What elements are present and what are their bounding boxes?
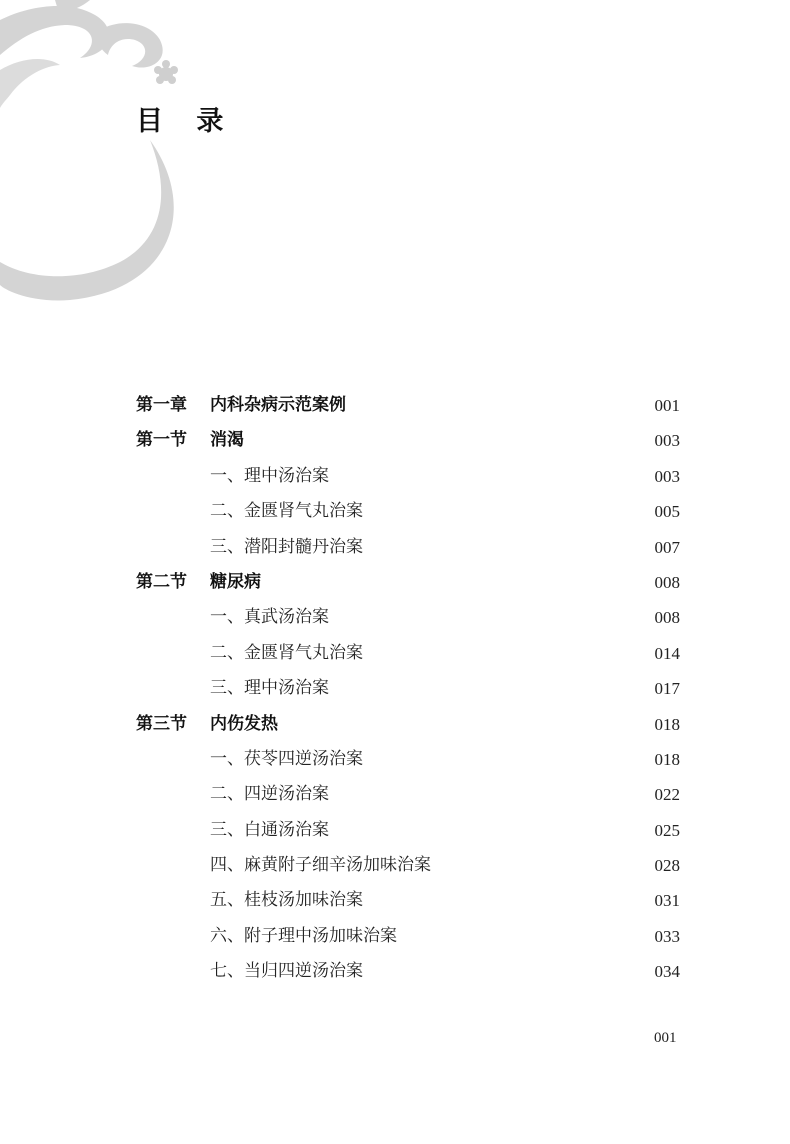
toc-entry-label bbox=[210, 742, 363, 777]
toc-entry-label bbox=[210, 883, 363, 918]
page-number: 001 bbox=[654, 1030, 677, 1046]
toc-item-row[interactable] bbox=[136, 848, 684, 883]
toc-chapter-number: 第一章 bbox=[136, 395, 187, 415]
toc-entry-label bbox=[136, 565, 261, 600]
ornament-cloud bbox=[98, 23, 163, 67]
ornament-curl bbox=[55, 0, 90, 11]
toc-item-row[interactable] bbox=[136, 883, 684, 918]
toc-item-row[interactable] bbox=[136, 777, 684, 812]
toc-item-row[interactable] bbox=[136, 636, 684, 671]
toc-page-number: 028 bbox=[654, 856, 680, 876]
toc-item-title: 五、桂枝汤加味治案 bbox=[210, 890, 363, 911]
toc-page-number: 031 bbox=[654, 891, 680, 911]
toc-chapter-row[interactable] bbox=[136, 388, 684, 423]
toc-section-title: 消渴 bbox=[210, 430, 244, 451]
toc-item-row[interactable] bbox=[136, 919, 684, 954]
toc-page-number: 025 bbox=[654, 820, 680, 840]
toc-item-title: 三、白通汤治案 bbox=[210, 819, 329, 840]
toc-chapter-title: 内科杂病示范案例 bbox=[210, 395, 346, 415]
ornament-tail bbox=[0, 59, 60, 108]
toc-entry-label bbox=[210, 459, 329, 494]
toc-entry-label bbox=[210, 813, 329, 848]
toc-page-number: 022 bbox=[654, 785, 680, 805]
toc-page-number: 018 bbox=[654, 714, 680, 734]
page-title: 目 录 bbox=[136, 106, 236, 137]
toc-item-row[interactable] bbox=[136, 494, 684, 529]
dragon-ornament-icon bbox=[0, 0, 260, 320]
toc-item-row[interactable] bbox=[136, 459, 684, 494]
toc-item-title: 二、四逆汤治案 bbox=[210, 784, 329, 805]
toc-section-title: 内伤发热 bbox=[210, 713, 278, 734]
toc-entry-label bbox=[210, 954, 363, 989]
toc-page-number: 001 bbox=[654, 396, 680, 415]
toc-entry-label bbox=[210, 494, 363, 529]
toc-section-number: 第二节 bbox=[136, 571, 187, 592]
toc-section-number: 第三节 bbox=[136, 713, 187, 734]
toc-item-title: 一、理中汤治案 bbox=[210, 465, 329, 486]
toc-page-number: 018 bbox=[654, 749, 680, 769]
toc-page-number: 005 bbox=[654, 502, 680, 522]
toc-entry-label bbox=[136, 707, 278, 742]
toc-item-title: 一、茯苓四逆汤治案 bbox=[210, 748, 363, 769]
toc-item-title: 三、潜阳封髓丹治案 bbox=[210, 536, 363, 557]
toc-entry-label bbox=[210, 530, 363, 565]
toc-item-title: 六、附子理中汤加味治案 bbox=[210, 925, 397, 946]
toc-entry-label bbox=[210, 600, 329, 635]
toc-entry-label bbox=[136, 423, 244, 458]
ornament-swirl bbox=[0, 6, 109, 58]
toc-entry-label bbox=[210, 671, 329, 706]
toc-page-number: 017 bbox=[654, 679, 680, 699]
ornament-arc bbox=[0, 140, 174, 300]
toc-section-title: 糖尿病 bbox=[210, 571, 261, 592]
toc-entry-label bbox=[136, 388, 346, 423]
toc-entry-label bbox=[210, 636, 363, 671]
toc-item-row[interactable] bbox=[136, 742, 684, 777]
toc-item-title: 三、理中汤治案 bbox=[210, 678, 329, 699]
toc-page-number: 008 bbox=[654, 608, 680, 628]
toc-item-title: 二、金匮肾气丸治案 bbox=[210, 642, 363, 663]
toc-page-number: 014 bbox=[654, 643, 680, 663]
toc-entry-label bbox=[210, 777, 329, 812]
toc-item-row[interactable] bbox=[136, 600, 684, 635]
ornament-flower bbox=[154, 60, 178, 84]
toc-page-number: 007 bbox=[654, 537, 680, 557]
toc-page-number: 003 bbox=[654, 431, 680, 451]
toc-item-title: 一、真武汤治案 bbox=[210, 607, 329, 628]
toc-item-row[interactable] bbox=[136, 954, 684, 989]
toc-section-row[interactable] bbox=[136, 707, 684, 742]
toc-section-number: 第一节 bbox=[136, 430, 187, 451]
toc-item-row[interactable] bbox=[136, 671, 684, 706]
toc-page-number: 008 bbox=[654, 572, 680, 592]
toc-item-row[interactable] bbox=[136, 530, 684, 565]
table-of-contents bbox=[136, 388, 684, 990]
toc-entry-label bbox=[210, 919, 397, 954]
toc-page-number: 003 bbox=[654, 466, 680, 486]
toc-section-row[interactable] bbox=[136, 565, 684, 600]
toc-entry-label bbox=[210, 848, 431, 883]
toc-item-title: 二、金匮肾气丸治案 bbox=[210, 501, 363, 522]
toc-item-row[interactable] bbox=[136, 813, 684, 848]
toc-page-number: 034 bbox=[654, 962, 680, 982]
toc-page-number: 033 bbox=[654, 926, 680, 946]
toc-section-row[interactable] bbox=[136, 423, 684, 458]
toc-item-title: 四、麻黄附子细辛汤加味治案 bbox=[210, 855, 431, 876]
toc-item-title: 七、当归四逆汤治案 bbox=[210, 961, 363, 982]
